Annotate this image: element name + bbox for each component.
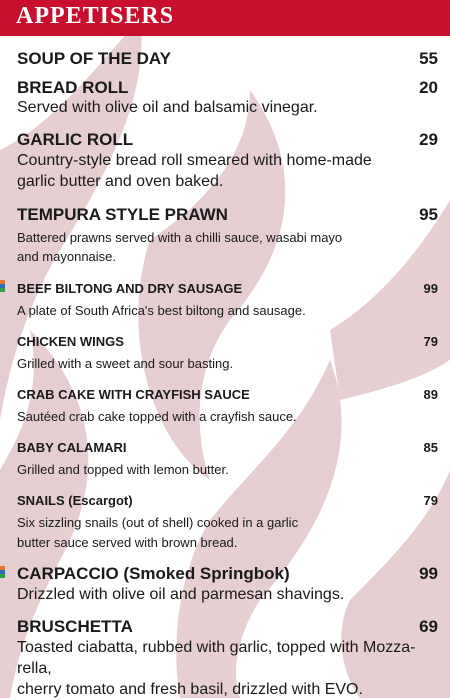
item-price: 20 [419,78,438,97]
item-description: Battered prawns served with a chilli sauce, wasabi mayo [17,230,343,245]
item-name: BREAD ROLL [17,78,129,97]
item-name: SOUP OF THE DAY [17,49,171,68]
item-description: cherry tomato and fresh basil, drizzled with EVO. [17,681,363,698]
item-description: A plate of South Africa's best biltong and sausage. [17,303,306,318]
item-price: 55 [419,49,438,68]
item-description: butter sauce served with brown bread. [17,535,238,550]
menu-item [17,49,438,71]
menu-item [17,564,438,608]
menu-item [17,78,438,122]
item-price: 89 [423,387,438,402]
item-name: SNAILS (Escargot) [17,493,133,508]
menu-item [17,130,438,194]
color-marker [0,280,5,292]
menu-item [17,440,438,482]
item-price: 79 [423,334,438,349]
item-description: Toasted ciabatta, rubbed with garlic, topped with Mozza- [17,639,416,656]
menu-item [17,493,438,553]
item-description: Drizzled with olive oil and parmesan shavings. [17,586,345,603]
item-price: 99 [419,564,438,583]
section-header [0,0,450,36]
menu-item [17,387,438,429]
item-description: Grilled and topped with lemon butter. [17,462,229,477]
item-price: 99 [423,281,438,296]
item-name: TEMPURA STYLE PRAWN [17,205,228,224]
item-price: 29 [419,130,438,149]
item-description: Served with olive oil and balsamic vinegar. [17,99,318,116]
item-price: 69 [419,617,438,636]
item-description: Sautéed crab cake topped with a crayfish sauce. [17,409,297,424]
item-name: BABY CALAMARI [17,440,127,455]
item-name: BRUSCHETTA [17,617,133,636]
item-description: Grilled with a sweet and sour basting. [17,356,234,371]
item-description: Country-style bread roll smeared with home-made [17,152,372,169]
menu-item [17,281,438,323]
item-description: garlic butter and oven baked. [17,173,224,190]
item-name: CARPACCIO (Smoked Springbok) [17,564,290,583]
section-title: APPETISERS [16,3,175,29]
item-name: GARLIC ROLL [17,130,134,149]
item-name: BEEF BILTONG AND DRY SAUSAGE [17,281,243,296]
item-price: 85 [423,440,438,455]
item-description: and mayonnaise. [17,249,117,264]
menu-item [17,205,438,269]
item-price: 95 [419,205,438,224]
item-description: rella, [17,660,52,677]
item-name: CHICKEN WINGS [17,334,124,349]
menu-item [17,617,438,698]
color-marker [0,566,5,578]
item-description: Six sizzling snails (out of shell) cooked in a garlic [17,515,299,530]
item-name: CRAB CAKE WITH CRAYFISH SAUCE [17,387,250,402]
item-price: 79 [423,493,438,508]
menu-item [17,334,438,376]
